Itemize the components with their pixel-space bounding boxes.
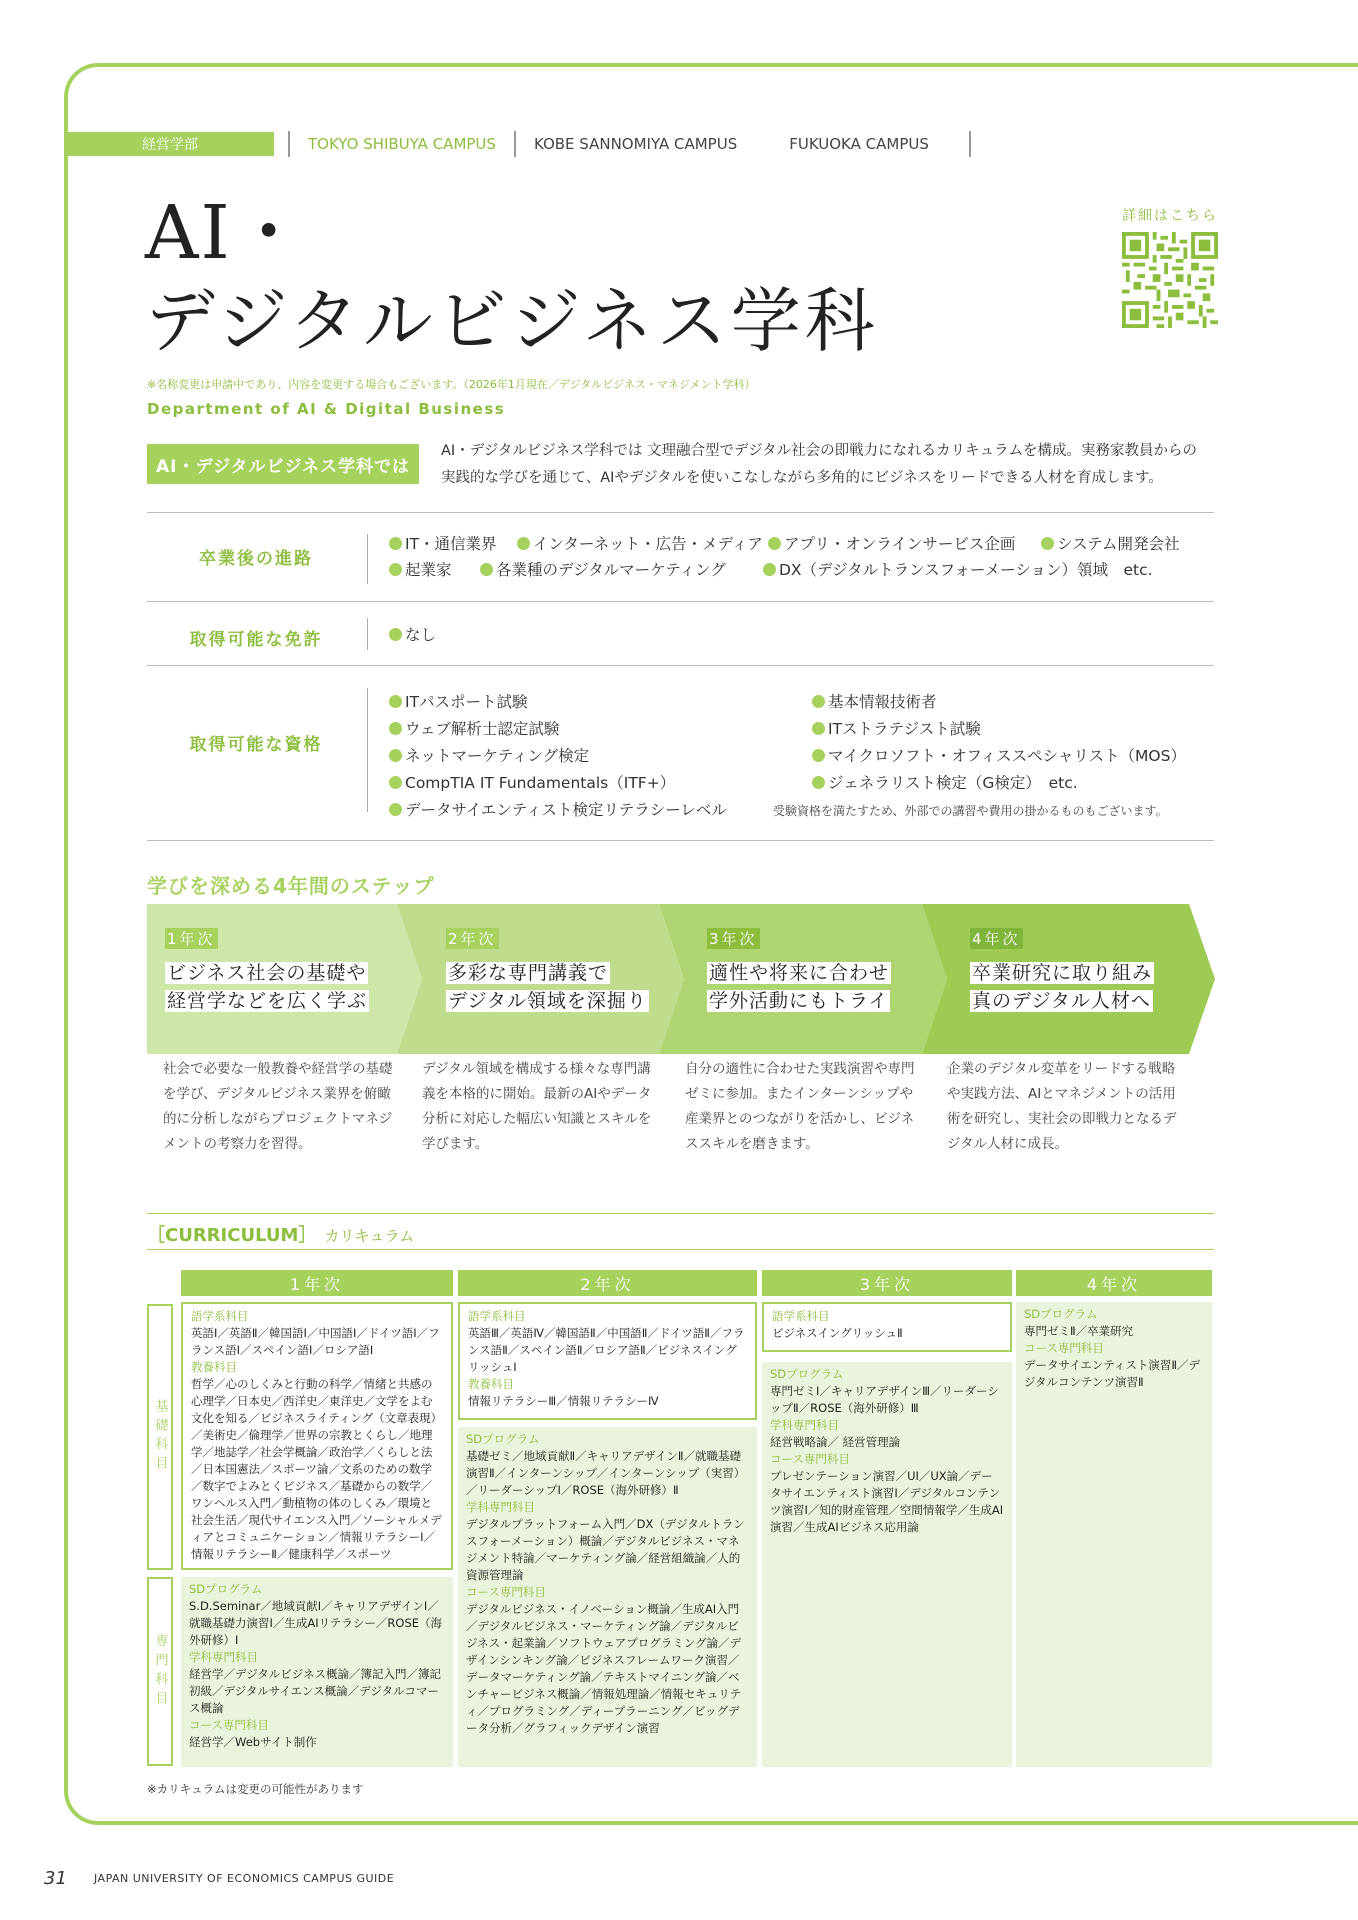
page-title (145, 190, 879, 366)
tab-divider (969, 131, 971, 157)
year-3-basic-box: 語学系科目 ビジネスイングリッシュⅡ (762, 1302, 1012, 1352)
career-item: 各業種のデジタルマーケティング (480, 558, 726, 580)
curriculum-note: ※カリキュラムは変更の可能性があります (147, 1782, 364, 1796)
bullet-icon (389, 628, 402, 641)
career-item: アプリ・オンラインサービス企画 (768, 532, 1015, 554)
career-item: インターネット・広告・メディア (517, 532, 763, 554)
name-change-note: ※名称変更は申請中であり、内容を変更する場合もございます。（2026年1月現在／デジタルビジネス・マネジメント学科） (147, 378, 756, 391)
basic-subjects-label: 基礎科目 (147, 1304, 173, 1570)
year-4-box: SDプログラム 専門ゼミⅡ／卒業研究 コース専門科目 データサイエンティスト演習Ⅱ／デジタルコンテンツ演習Ⅱ (1016, 1302, 1212, 1767)
step-4-year: 4年次 (972, 930, 1021, 948)
career-item: システム開発会社 (1041, 532, 1179, 554)
qr-code-icon[interactable] (1122, 232, 1218, 328)
divider (147, 512, 1214, 513)
qualification-note: 受験資格を満たすため、外部での講習や費用の掛かるものもございます。 (773, 804, 1168, 818)
year-2-basic-box: 語学系科目 英語Ⅲ／英語Ⅳ／韓国語Ⅱ／中国語Ⅱ／ドイツ語Ⅱ／フランス語Ⅱ／スペイン語Ⅱ／ロシア語Ⅱ／ビジネスイングリッシュⅠ 教養科目 情報リテラシーⅢ／情報リテラシーⅣ (458, 1302, 757, 1420)
qualification-item: ITストラテジスト試験 (812, 717, 981, 739)
step-3-heading: 適性や将来に合わせ 学外活動にもトライ (709, 962, 890, 1012)
qualification-item: 基本情報技術者 (812, 690, 937, 712)
divider (147, 1213, 1214, 1214)
step-4-heading: 卒業研究に取り組み 真のデジタル人材へ (972, 962, 1153, 1012)
step-2-description: デジタル領域を構成する様々な専門講義を本格的に開始。最新のAIやデータ分析に対応した幅広い知識とスキルを学びます。 (422, 1061, 652, 1152)
footer-guide-title: JAPAN UNIVERSITY OF ECONOMICS CAMPUS GUIDE (94, 1872, 395, 1885)
step-1-description: 社会で必要な一般教養や経営学の基礎を学び、デジタルビジネス業界を俯瞰的に分析しながらプロジェクトマネジメントの考察力を習得。 (163, 1061, 393, 1152)
title-line-2: デジタルビジネス学科 (145, 280, 879, 362)
step-4-description: 企業のデジタル変革をリードする戦略や実践方法、AIとマネジメントの活用術を研究し、実社会の即戦力となるデジタル人材に成長。 (947, 1061, 1177, 1152)
year-1-header: 1年次 (181, 1270, 453, 1296)
divider (147, 840, 1214, 841)
license-item: なし (389, 623, 436, 645)
campus-tabs (66, 131, 971, 157)
year-2-header: 2年次 (458, 1270, 757, 1296)
year-3-header: 3年次 (762, 1270, 1012, 1296)
qualification-item: ITパスポート試験 (389, 690, 528, 712)
tab-tokyo-shibuya[interactable]: TOKYO SHIBUYA CAMPUS (308, 135, 496, 153)
bullet-icon (480, 563, 493, 576)
qualification-item: ネットマーケティング検定 (389, 744, 589, 766)
bullet-icon (389, 563, 402, 576)
bullet-icon (389, 749, 402, 762)
page-number: 31 (44, 1868, 67, 1889)
bullet-icon (389, 722, 402, 735)
qualification-item: CompTIA IT Fundamentals（ITF+） (389, 771, 675, 793)
bullet-icon (763, 563, 776, 576)
divider (147, 1249, 1214, 1250)
step-3-year: 3年次 (709, 930, 758, 948)
bullet-icon (812, 722, 825, 735)
qualification-item: データサイエンティスト検定リテラシーレベル (389, 798, 727, 820)
licenses-label: 取得可能な免許 (189, 630, 323, 650)
bullet-icon (389, 695, 402, 708)
step-1-heading: ビジネス社会の基礎や 経営学などを広く学ぶ (167, 962, 368, 1012)
step-2-heading: 多彩な専門講義で デジタル領域を深掘り (448, 962, 647, 1012)
step-2-year: 2年次 (448, 930, 497, 948)
bullet-icon (1041, 537, 1054, 550)
bullet-icon (812, 776, 825, 789)
year-4-header: 4年次 (1016, 1270, 1212, 1296)
career-item: IT・通信業界 (389, 532, 497, 554)
careers-label: 卒業後の進路 (199, 549, 313, 569)
career-item: DX（デジタルトランスフォーメーション）領域 etc. (763, 558, 1153, 580)
year-1-major-box: SDプログラム S.D.Seminar／地域貢献Ⅰ／キャリアデザインⅠ／就職基礎力演習Ⅰ／生成AIリテラシー／ROSE（海外研修）Ⅰ 学科専門科目 経営学／デジタルビジネス概論／簿記入門／簿記初級／デジタルサイエンス概論／デジタルコマース概論 コース専門科目 経営学／Webサイト制作 (181, 1577, 453, 1767)
qualification-item: マイクロソフト・オフィススペシャリスト（MOS） (812, 744, 1186, 766)
bullet-icon (389, 803, 402, 816)
qualifications-label: 取得可能な資格 (189, 735, 323, 755)
bullet-icon (389, 537, 402, 550)
qualification-item: ウェブ解析士認定試験 (389, 717, 559, 739)
step-1-year: 1年次 (167, 930, 216, 948)
tab-fukuoka[interactable]: FUKUOKA CAMPUS (789, 135, 929, 153)
tab-kobe-sannomiya[interactable]: KOBE SANNOMIYA CAMPUS (533, 135, 738, 153)
divider (367, 688, 368, 812)
intro-text: AI・デジタルビジネス学科では 文理融合型でデジタル社会の即戦力になれるカリキュラムを構成。実務家教員からの実践的な学びを通じて、AIやデジタルを使いこなしながら多角的にビジネスをリードできる人材を育成します。 (441, 443, 1197, 486)
year-1-basic-box: 語学系科目 英語Ⅰ／英語Ⅱ／韓国語Ⅰ／中国語Ⅰ／ドイツ語Ⅰ／フランス語Ⅰ／スペイン語Ⅰ／ロシア語Ⅰ 教養科目 哲学／心のしくみと行動の科学／情緒と共感の心理学／日本史／西洋史／東洋史／文学をよむ文化を知る／ビジネスライティング（文章表現）／美術史／倫理学／世界の宗教とくらし／地理学／地誌学／社会学概論／政治学／くらしと法／日本国憲法／スポーツ論／文系のための数学／数字でよみとくビジネス／基礎からの数学／ワンヘルス入門／動植物の体のしくみ／環境と社会生活／現代サイエンス入門／ソーシャルメディアとコミュニケーション／情報リテラシーⅠ／情報リテラシーⅡ／健康科学／スポーツ (181, 1302, 453, 1570)
bullet-icon (517, 537, 530, 550)
title-line-1: AI・ (145, 190, 308, 276)
divider (367, 534, 368, 584)
qualification-item: ジェネラリスト検定（G検定） etc. (812, 771, 1078, 793)
step-3-description: 自分の適性に合わせた実践演習や専門ゼミに参加。またインターンシップや産業界とのつながりを活かし、ビジネススキルを磨きます。 (685, 1061, 915, 1152)
bullet-icon (389, 776, 402, 789)
divider (147, 601, 1214, 602)
bullet-icon (812, 749, 825, 762)
year-3-major-box: SDプログラム 専門ゼミⅠ／キャリアデザインⅢ／リーダーシップⅡ／ROSE（海外研修）Ⅲ 学科専門科目 経営戦略論／ 経営管理論 コース専門科目 プレゼンテーション演習／UI／UX論／データサイエンティスト演習Ⅰ／デジタルコンテンツ演習Ⅰ／知的財産管理／空間情報学／生成AI演習／生成AIビジネス応用論 (762, 1362, 1012, 1767)
bullet-icon (812, 695, 825, 708)
qr-label: 詳細はこちら (1122, 208, 1218, 224)
divider (147, 665, 1214, 666)
career-item: 起業家 (389, 558, 452, 580)
steps-title: 学びを深める4年間のステップ (147, 874, 435, 898)
major-subjects-label: 専門科目 (147, 1577, 173, 1766)
intro-label: AI・デジタルビジネス学科では (147, 444, 419, 484)
curriculum-title: ［CURRICULUM］ カリキュラム (147, 1225, 415, 1246)
bullet-icon (768, 537, 781, 550)
department-english-name: Department of AI & Digital Business (147, 400, 506, 418)
year-2-major-box: SDプログラム 基礎ゼミ／地域貢献Ⅱ／キャリアデザインⅡ／就職基礎演習Ⅱ／インターンシップ／インターンシップ（実習）／リーダーシップⅠ／ROSE（海外研修）Ⅱ 学科専門科目 デジタルプラットフォーム入門／DX（デジタルトランスフォーメーション）概論／デジタルビジネス・マネジメント特論／マーケティング論／経営組織論／人的資源管理論 コース専門科目 デジタルビジネス・イノベーション概論／生成AI入門／デジタルビジネス・マーケティング論／デジタルビジネス・起業論／ソフトウェアプログラミング論／デザインシンキング論／ビジネスフレームワーク演習／データマーケティング論／テキストマイニング論／ベンチャービジネス概論／情報処理論／情報セキュリティ／プログラミング／ディープラーニング／ビッグデータ分析／グラフィックデザイン演習 (458, 1427, 757, 1767)
department-tab[interactable]: 経営学部 (66, 132, 274, 156)
divider (367, 618, 368, 650)
